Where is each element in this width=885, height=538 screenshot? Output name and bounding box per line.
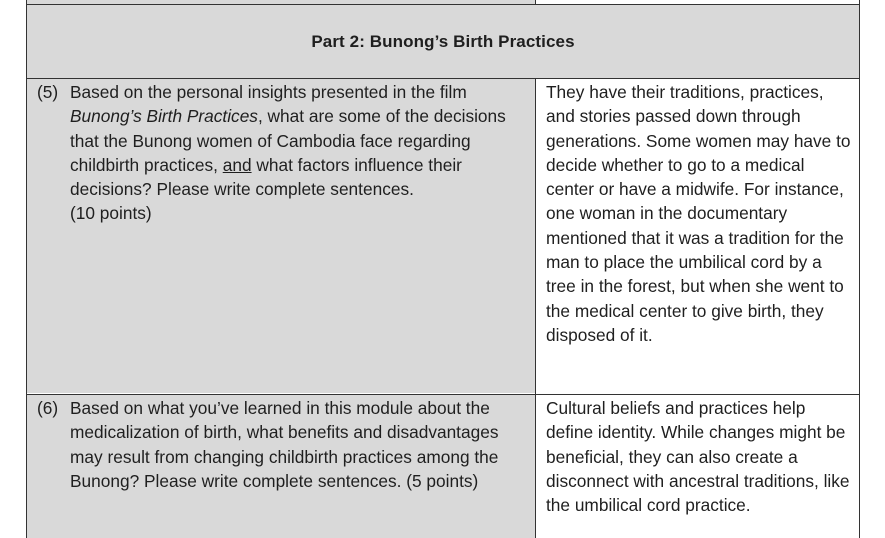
question-5-number: (5) <box>37 82 59 102</box>
question-6-text: Based on what you’ve learned in this module about the medicalization of birth, what benefits and disadvantages may result from changing childbirth practices among the Bunong? Please write complete sentences. (5 points) <box>70 398 499 491</box>
column-divider <box>535 78 536 538</box>
question-5-points: (10 points) <box>70 203 152 224</box>
question-5-text-middle: , what are some of the decisions that the Bunong women of Cambodia face regarding childbirth practices, <box>70 106 506 175</box>
table-right-border <box>859 0 860 538</box>
question-5-film-title: Bunong’s Birth Practices <box>70 106 258 127</box>
question-5-text-start: Based on the personal insights presented in the film <box>70 82 467 102</box>
question-5-underlined-and: and <box>222 154 252 175</box>
answer-6-text: Cultural beliefs and practices help define identity. While changes might be beneficial, they can also create a disconnect with ancestral traditions, like the umbilical cord practice. <box>546 398 850 516</box>
row-divider <box>26 394 860 395</box>
question-5-text <box>70 80 532 226</box>
question-6-number: (6) <box>37 398 59 418</box>
answer-5-text: They have their traditions, practices, and stories passed down through generations. Some women may have to decide whether to go to a medical center or have a midwife. For instance, one woman in the documentary mentioned that it was a tradition for the man to place the umbilical cord by a tree in the forest, but when she went to the medical center to give birth, they disposed of it. <box>546 82 851 345</box>
question-5-text-end: what factors influence their decisions? Please write complete sentences. <box>70 154 462 200</box>
header-bottom-border <box>26 78 860 79</box>
header-top-border <box>26 4 860 5</box>
section-header-cell <box>27 5 859 78</box>
section-title: Part 2: Bunong’s Birth Practices <box>311 31 575 51</box>
table-left-border <box>26 0 27 538</box>
